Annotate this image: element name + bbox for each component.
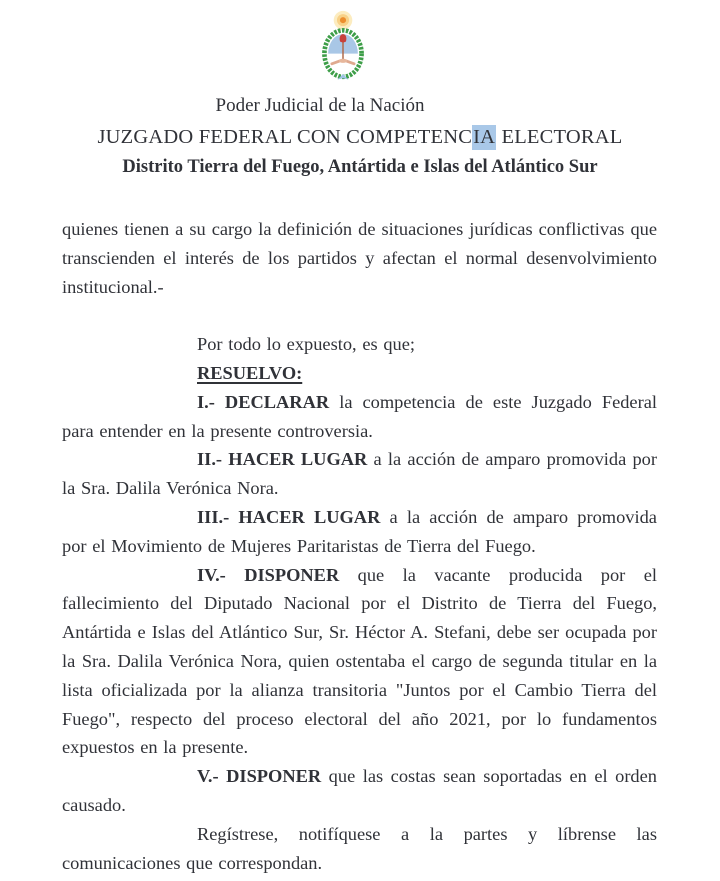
institution-name: Poder Judicial de la Nación — [215, 95, 425, 116]
resolution-item-3 — [62, 503, 657, 561]
court-name-text: ELECTORAL — [496, 126, 623, 148]
resolution-item-1-label: I.- DECLARAR — [197, 391, 330, 412]
text-selection-highlight: IA — [473, 126, 496, 148]
resolution-item-4 — [62, 561, 657, 763]
resolution-heading-text: RESUELVO: — [197, 362, 303, 383]
resolution-item-1 — [62, 388, 657, 446]
closing-paragraph: Regístrese, notifíquese a la partes y líbrense las comunicaciones que correspondan. — [62, 823, 657, 873]
resolution-heading — [62, 359, 657, 388]
document-body — [0, 215, 720, 877]
resolution-item-2 — [62, 445, 657, 503]
resolution-item-4-label: IV.- DISPONER — [197, 564, 340, 585]
resolution-item-4-text: que la vacante producida por el fallecimiento del Diputado Nacional por el Distrito de Tierra del Fuego, Antártida e Islas del Atlántico Sur, Sr. Héctor A. Stefani, debe ser ocupada por la Sra. Dalila Verónica Nora, quien ostentaba el cargo de segunda titular en la lista oficializada por la alianza transitoria "Juntos por el Cambio Tierra del Fuego", respecto del proceso electoral del año 2021, por lo fundamentos expuestos en la presente. — [62, 564, 657, 758]
resolution-item-5-text: que las costas sean soportadas en el orden causado. — [62, 766, 657, 815]
argentina-coat-of-arms-icon — [315, 9, 371, 87]
resolution-item-2-label: II.- HACER LUGAR — [197, 449, 368, 470]
court-name-text: JUZGADO FEDERAL CON COMPETENC — [97, 126, 473, 148]
resolution-item-2-text: a la acción de amparo promovida por la Sra. Dalila Verónica Nora. — [62, 449, 657, 499]
court-name — [0, 124, 720, 150]
paragraph-continuation: quienes tienen a su cargo la definición de situaciones jurídicas conflictivas que transcienden el interés de los partidos y afectan el normal desenvolvimiento institucional.- — [62, 219, 657, 297]
letterhead — [0, 94, 720, 179]
pike-pole — [342, 40, 343, 62]
phrygian-cap — [340, 34, 347, 42]
resolution-item-3-text: a la acción de amparo promovida por el Movimiento de Mujeres Paritaristas de Tierra del Fuego. — [62, 506, 657, 556]
sun-icon — [340, 17, 346, 23]
resolution-item-3-label: III.- HACER LUGAR — [197, 506, 381, 527]
resolution-item-5 — [62, 762, 657, 820]
district-name: Distrito Tierra del Fuego, Antártida e Islas del Atlántico Sur — [122, 157, 598, 177]
resolution-item-5-label: V.- DISPONER — [197, 766, 322, 787]
paragraph-intro: Por todo lo expuesto, es que; — [197, 334, 416, 355]
resolution-item-1-text: la competencia de este Juzgado Federal para entender en la presente controversia. — [62, 391, 657, 441]
